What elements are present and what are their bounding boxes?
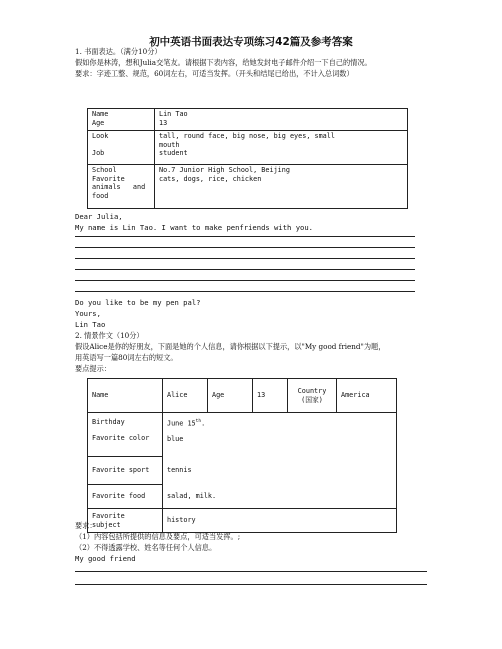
answer-line xyxy=(75,269,415,270)
answer-line xyxy=(75,291,415,292)
q2-intro-a: 假设Alice是你的好朋友，下面是她的个人信息，请你根据以下提示，以"My good friend"为题， xyxy=(75,342,386,351)
q2-points-label: 要点提示： xyxy=(75,364,111,373)
q2-table-cell: history xyxy=(163,509,397,533)
q2-table-cell: Birthday Favorite color xyxy=(88,413,163,457)
q2-req-2: （2）不得透露学校、姓名等任何个人信息。 xyxy=(75,543,217,552)
q1-table-value-cell: No.7 Junior High School, Beijing cats, dogs, rice, chicken xyxy=(155,165,408,209)
q1-table-value-cell: tall, round face, big nose, big eyes, small mouth student xyxy=(155,131,408,165)
q2-table-cell: Age xyxy=(208,379,253,413)
q2-table-cell: June 15th. blue xyxy=(163,413,397,457)
q2-table-cell: Favorite subject xyxy=(88,509,163,533)
q1-intro: 假如你是林涛，想和Julia交笔友。请根据下表内容，给她发封电子邮件介绍一下自己的情况。 xyxy=(75,58,372,67)
q2-req-label: 要求： xyxy=(75,521,97,530)
q2-essay-title: My good friend xyxy=(75,554,136,563)
q1-closing-question: Do you like to be my pen pal? xyxy=(75,298,201,307)
q1-signoff: Yours, xyxy=(75,309,101,318)
q1-signature: Lin Tao xyxy=(75,320,106,329)
q2-table-cell: Name xyxy=(88,379,163,413)
q1-table-label-cell: Look Job xyxy=(88,131,155,165)
answer-line xyxy=(75,280,415,281)
q2-table-cell: Country (国家) xyxy=(288,379,337,413)
q2-table-cell: Favorite sport xyxy=(88,457,163,485)
q1-table-value-cell: Lin Tao 13 xyxy=(155,109,408,131)
q2-req-1: （1）内容包括所提供的信息及要点，可适当发挥。; xyxy=(75,532,241,541)
answer-line xyxy=(75,584,427,585)
q2-table-cell: tennis xyxy=(163,457,397,485)
q2-info-table xyxy=(87,378,397,533)
answer-line xyxy=(75,236,415,237)
q2-intro-b: 用英语写一篇80词左右的短文。 xyxy=(75,353,178,362)
answer-line xyxy=(75,247,415,248)
q2-table-cell: America xyxy=(337,379,397,413)
q1-info-table xyxy=(87,108,408,209)
q1-heading: 1. 书面表达。（满分10分） xyxy=(75,47,162,56)
q1-greeting: Dear Julia, xyxy=(75,212,123,221)
q2-heading: 2. 情景作文（10分） xyxy=(75,331,144,340)
q2-table-cell: Alice xyxy=(163,379,208,413)
q2-table-cell: Favorite food xyxy=(88,485,163,509)
answer-line xyxy=(75,258,415,259)
answer-line xyxy=(75,571,427,572)
q1-table-label-cell: Name Age xyxy=(88,109,155,131)
q1-requirement: 要求：字迹工整、规范，60词左右，可适当发挥。（开头和结尾已给出，不计入总词数） xyxy=(75,69,354,78)
document-title: 初中英语书面表达专项练习42篇及参考答案 xyxy=(149,36,353,48)
q1-table-label-cell: School Favorite animals and food xyxy=(88,165,155,209)
q2-table-cell: salad, milk. xyxy=(163,485,397,509)
q1-opening: My name is Lin Tao. I want to make penfriends with you. xyxy=(75,223,313,232)
q2-table-cell: 13 xyxy=(253,379,288,413)
